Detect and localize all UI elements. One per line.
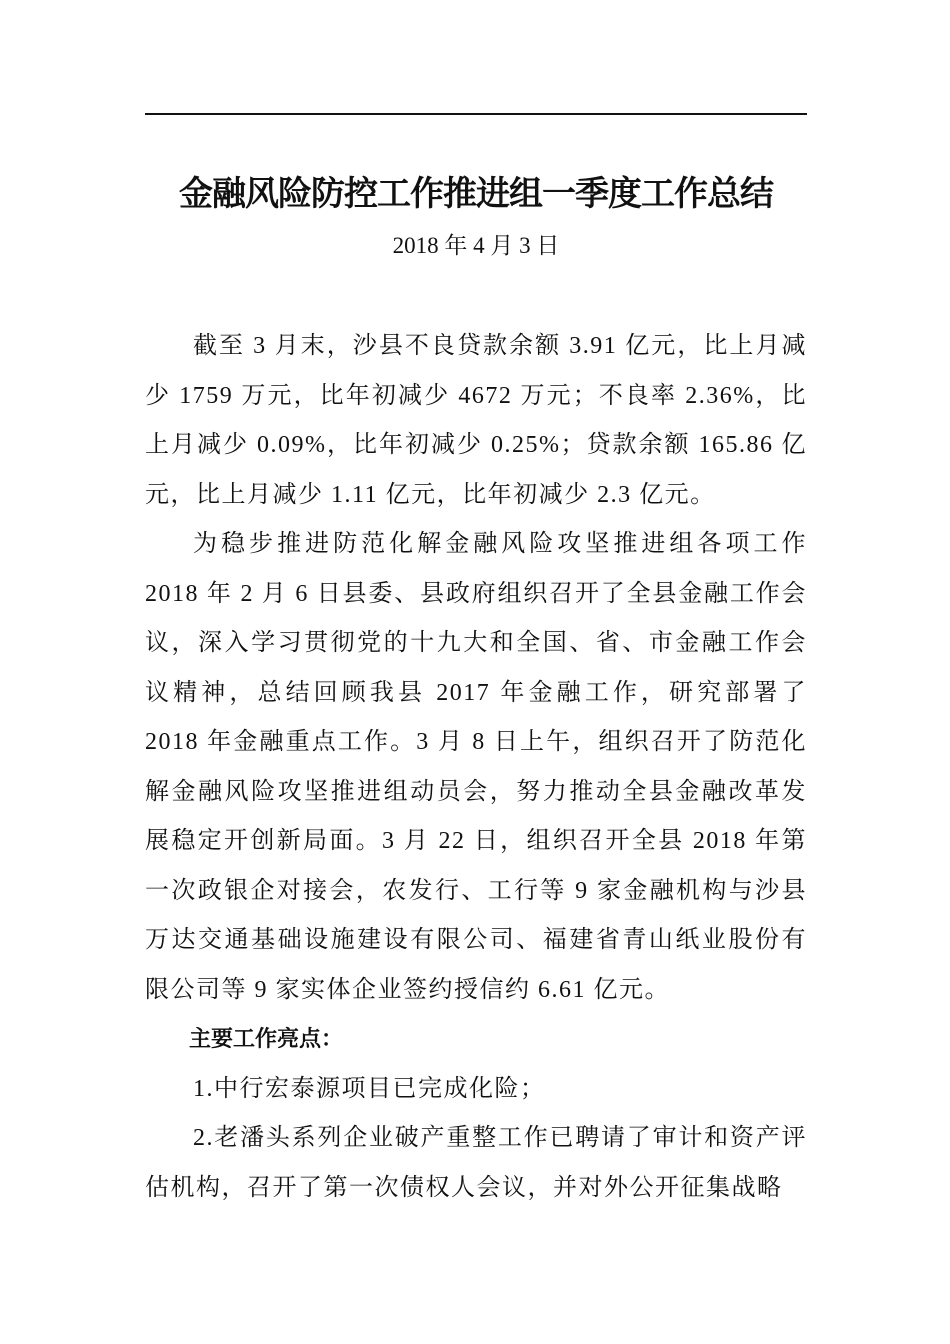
document-date: 2018 年 4 月 3 日 xyxy=(392,233,560,258)
paragraph-loan-stats: 截至 3 月末，沙县不良贷款余额 3.91 亿元，比上月减少 1759 万元，比年初减少 4672 万元；不良率 2.36%，比上月减少 0.09%，比年初减少 0.25%；贷款余额 165.86 亿元，比上月减少 1.11 亿元，比年初减少 2.3 亿元。 xyxy=(145,333,807,508)
paragraph-meetings: 为稳步推进防范化解金融风险攻坚推进组各项工作 2018 年 2 月 6 日县委、县政府组织召开了全县金融工作会议，深入学习贯彻党的十九大和全国、省、市金融工作会议精神，总结回顾我县 2017 年金融工作，研究部署了 2018 年金融重点工作。3 月 8 日上午，组织召开了防范化解金融风险攻坚推进组动员会，努力推动全县金融改革发展稳定开创新局面。3 月 22 日，组织召开全县 2018 年第一次政银企对接会，农发行、工行等 9 家金融机构与沙县万达交通基础设施建设有限公司、福建省青山纸业股份有限公司等 9 家实体企业签约授信约 6.61 亿元。 xyxy=(145,531,807,1003)
document-page xyxy=(145,0,807,1344)
document-title: 金融风险防控工作推进组一季度工作总结 xyxy=(179,174,773,214)
highlight-item-1: 1.中行宏泰源项目已完成化险； xyxy=(193,1075,546,1102)
highlights-heading: 主要工作亮点： xyxy=(189,1027,344,1052)
header-rule xyxy=(145,113,807,115)
document-body xyxy=(145,322,807,1213)
highlight-item-2: 2.老潘头系列企业破产重整工作已聘请了审计和资产评估机构，召开了第一次债权人会议，并对外公开征集战略 xyxy=(145,1125,807,1201)
